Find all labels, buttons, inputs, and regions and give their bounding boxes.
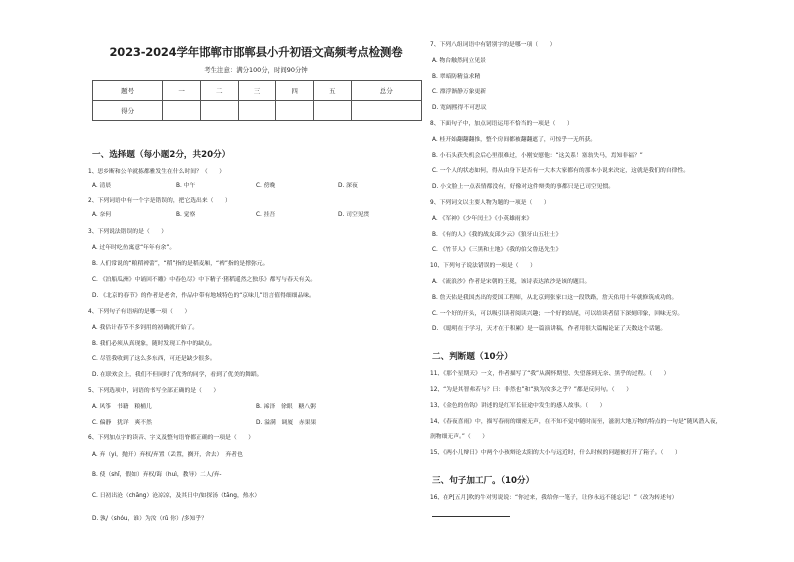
q1-option-b: B. 中午 [176,183,196,189]
q3-option-b: B. 人们常说的“粮稻裨蕾”，“稻”指的是稻麦厢，“裨”指的是撑弥元。 [92,261,269,267]
score-header-cell: 总分 [351,81,421,101]
section-3-heading: 三、句子加工厂。（10分） [432,476,535,486]
q8-option-d: D. 小文脸上一点表情都没有，好像对这件辩类的事都只是已司空见惯。 [432,184,615,190]
score-cell[interactable] [200,101,238,121]
score-header-cell: 一 [163,81,201,101]
score-header-cell: 三 [238,81,276,101]
q7-option-c: C. 漂浮渐静万象更新 [432,89,487,95]
q3-option-d: D. 《北京的春节》的作者是老舍，作品中带有地域特色的“京味儿”语言值得细细品味。 [92,293,315,299]
section-2-heading: 二、判断题（10分） [432,352,513,362]
question-16: 16、在P[五月]吹的牛对男说说：“你过来，我给你一笔子，让你永远不能忘记！”（改为转述句） [430,495,678,501]
score-cell[interactable] [276,101,314,121]
exam-notice: 考生注意：满分100分，时间90分钟 [204,66,308,74]
q2-option-d: D. 司空见贯 [338,212,370,218]
score-table-header-row [93,81,422,101]
q6-option-d: D. 孰/（shóu，谁）为汝（rǔ 你）/多知乎？ [92,516,208,522]
q7-option-d: D. 宽阔熙得不可思议 [432,105,487,111]
q8-option-b: B. 小石头获失机会后心里很难过，小刚安慰他：“这关系！塞翁失马，焉知非福？” [432,153,643,159]
q4-option-d: D. 在联欢会上，我们不但同时了优秀的同学，看到了优美的舞蹈。 [92,372,263,378]
question-4: 4、下列句子有语病的是哪一项（ ） [88,309,191,315]
q7-option-a: A. 物台触然同立见景 [432,58,486,64]
section-1-heading: 一、选择题（每小题2分，共20分） [92,150,231,160]
q3-option-a: A. 过年时吃鱼寓意“年年有余”。 [92,245,176,251]
score-cell[interactable] [238,101,276,121]
score-header-cell: 二 [200,81,238,101]
score-header-cell: 五 [313,81,351,101]
q9-option-a: A. 《军神》《少年闰土》《小英雄雨来》 [432,216,533,222]
score-header-cell: 题号 [93,81,163,101]
question-2: 2、下列词语中有一个字是错误的，把它选出来（ ） [88,198,231,204]
q10-option-a: A. 《流浪沙》作者是宋朝的王冕，该诗表达浓沙是该的题目。 [432,279,591,285]
question-10: 10、下列句子说法错误的一项是（ ） [430,263,536,269]
question-7: 7、下列八组词语中有错别字的是哪一项（ ） [430,42,556,48]
q2-option-a: A. 奈何 [92,212,112,218]
q4-option-b: B. 我们必须从真现象，随时发现工作中的缺点。 [92,341,216,347]
q6-option-b: B. 使（shǐ，假如）弃权/诲（huì，教导）二人/弃- [92,472,222,478]
q1-option-d: D. 深夜 [338,183,358,189]
q8-option-c: C. 一个人的状态如何，得从由身下是否有一大本大家都有的那本小说来决定，这就是我们的自律性。 [432,168,689,174]
judgment-item-continued: 润物细无声。”（ ） [430,434,489,440]
score-cell[interactable] [163,101,201,121]
q5-option-b: B. 浠泽 徐眼 糖八粥 [256,404,316,410]
q7-option-b: B. 翠暗防精益求精 [432,74,481,80]
q4-option-c: C. 尽管我收到了这么多东西，可还是缺少很多。 [92,356,216,362]
q9-option-b: B. 《有的人》《我的战友邱少云》《狼牙山五壮士》 [432,232,562,238]
question-3: 3、下列说法错误的是（ ） [88,229,168,235]
question-8: 8、下面句子中，加点词语运用不恰当的一项是（ ） [430,121,573,127]
question-1: 1、思乡断和公羊就拣都雅发生在什么时间？（ ） [88,169,226,175]
answer-line[interactable] [432,516,510,517]
question-5: 5、下列选项中，词语的书写全部正确的是（ ） [88,388,220,394]
q6-option-c: C. 日初出沧（chāng）沧凉凉，及其日中/如探汤（tāng，热水） [92,493,261,499]
score-cell[interactable] [351,101,421,121]
q2-option-c: C. 挂吾 [256,212,276,218]
q5-option-d: D. 溢满 调厦 赤果果 [256,420,317,426]
judgment-item: 13、《金色的鱼钩》讲述的是红军长征途中发生的感人故事。（ ） [430,403,606,409]
q6-option-a: A. 弃（yi，抛开）弃权/弃置（丢置，搁开，舍去） 弃者也 [92,452,243,458]
score-table-score-row [93,101,422,121]
judgment-item: 12、“为是其智弗若与？曰：非然也”和“孰为汝多之乎？”都是反问句。（ ） [430,387,632,393]
q1-option-c: C. 傍晚 [256,183,276,189]
score-header-cell: 四 [276,81,314,101]
q4-option-a: A. 我估计春节不多饲用的初确就开始了。 [92,325,199,331]
q10-option-b: B. 詹天佑是我国杰出的爱国工程师，从北京到张家口这一段铁路，詹天佑用十年就修筑成功的。 [432,295,678,301]
q5-option-c: C. 偏静 犹详 爽不然 [92,420,152,426]
judgment-item: 14、《春夜喜雨》中，描写春雨的细密无声，在不知不觉中随时而至，滋润大地万物的特点的一句是“随风潜入夜， [430,419,722,425]
judgment-item: 15、《两小儿辩日》中两个小孩辩论太阳的大小与远近时，什么时候的问题被打开了箱子。（ ） [430,450,681,456]
score-row-label: 得分 [93,101,163,121]
q5-option-a: A. 风筝 书籍 粮桶儿 [92,404,152,410]
question-9: 9、下列词文以主要人物为题的一项是（ ） [430,200,550,206]
question-6: 6、下列加点字的读音、字义及整句语脊都正确的一项是（ ） [88,435,255,441]
q1-option-a: A. 清晨 [92,183,112,189]
q9-option-c: C. 《竹节人》《三黑和土地》《我的伯父鲁迅先生》 [432,247,562,253]
judgment-item: 11、《那个星期天》一文，作者描写了“我”从满怀期望、失望落到无奈、黑乎的过程。（ ） [430,371,670,377]
q2-option-b: B. 觉察 [176,212,196,218]
score-table [92,80,422,121]
score-cell[interactable] [313,101,351,121]
q10-option-d: D. 《聪明在于学习，天才在于积累》是一篇演讲稿，作者用很大篇幅论证了天数这个话题。 [432,326,667,332]
q10-option-c: C. 一个好的开头，可以吸引读者阅读兴趣；一个好的结尾，可以给读者留下深刻印象，回味无穷。 [432,311,684,317]
q8-option-a: A. 桂开始翻翻翻推，整个房间都被翻翻遮了，可惊乎一无所获。 [432,137,597,143]
exam-title: 2023-2024学年邯郸市邯郸县小升初语文高频考点检测卷 [109,45,403,59]
q3-option-c: C. 《泊船瓜洲》中诵回不雕》中春色尽》中下精子·猪稻遥然之独乐》都写与春天有关。 [92,277,317,283]
